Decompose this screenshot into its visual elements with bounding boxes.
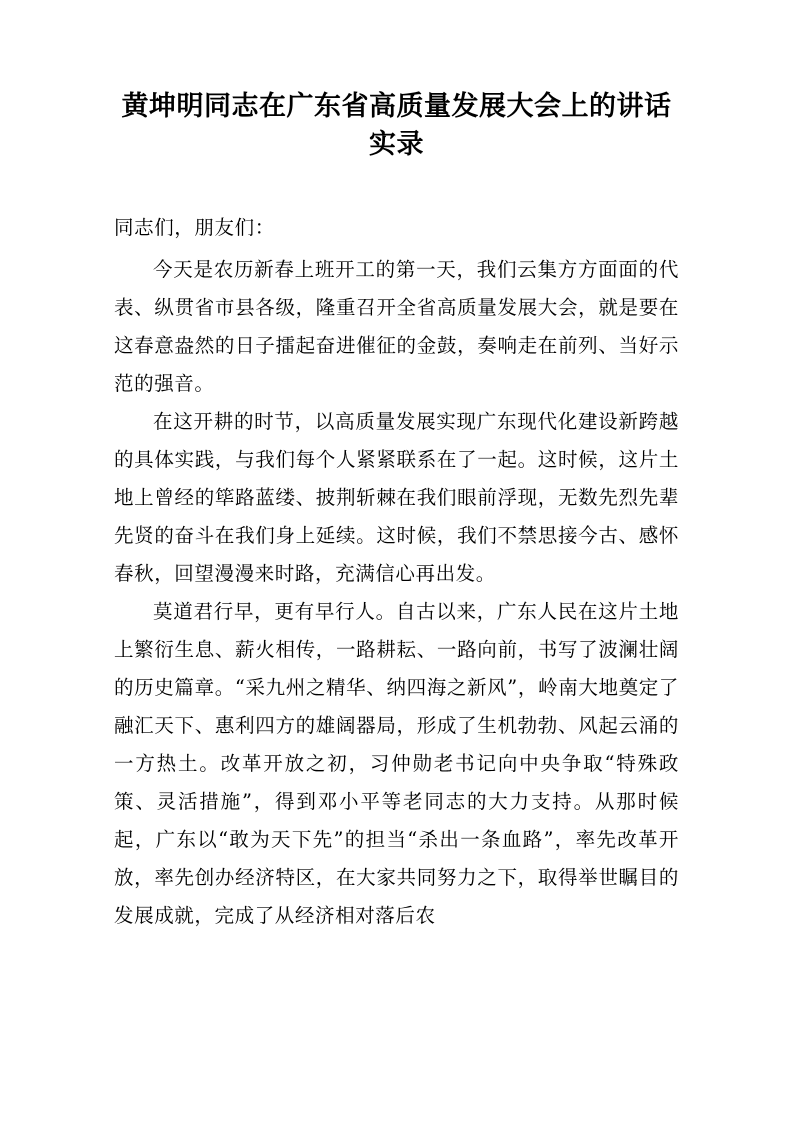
salutation-line: 同志们，朋友们： <box>114 215 275 239</box>
body-paragraph: 莫道君行早，更有早行人。自古以来，广东人民在这片土地上繁衍生息、薪火相传，一路耕耘、一路向前，书写了波澜壮阔的历史篇章。“采九州之精华、纳四海之新风”，岭南大地奠定了融汇天下、惠利四方的雄阔器局，形成了生机勃勃、风起云涌的一方热土。改革开放之初，习仲勋老书记向中央争取“特殊政策、灵活措施”，得到邓小平等老同志的大力支持。从那时候起，广东以“敢为天下先”的担当“杀出一条血路”，率先改革开放，率先创办经济特区，在大家共同努力之下，取得举世瞩目的发展成就，完成了从经济相对落后农 <box>114 599 679 927</box>
body-paragraph: 今天是农历新春上班开工的第一天，我们云集方方面面的代表、纵贯省市县各级，隆重召开全省高质量发展大会，就是要在这春意盎然的日子擂起奋进催征的金鼓，奏响走在前列、当好示范的强音。 <box>114 257 679 395</box>
page-title: 黄坤明同志在广东省高质量发展大会上的讲话实录 <box>121 91 672 161</box>
body-paragraph: 在这开耕的时节，以高质量发展实现广东现代化建设新跨越的具体实践，与我们每个人紧紧联系在了一起。这时候，这片土地上曾经的筚路蓝缕、披荆斩棘在我们眼前浮现，无数先烈先辈先贤的奋斗在我们身上延续。这时候，我们不禁思接今古、感怀春秋，回望漫漫来时路，充满信心再出发。 <box>114 409 679 585</box>
